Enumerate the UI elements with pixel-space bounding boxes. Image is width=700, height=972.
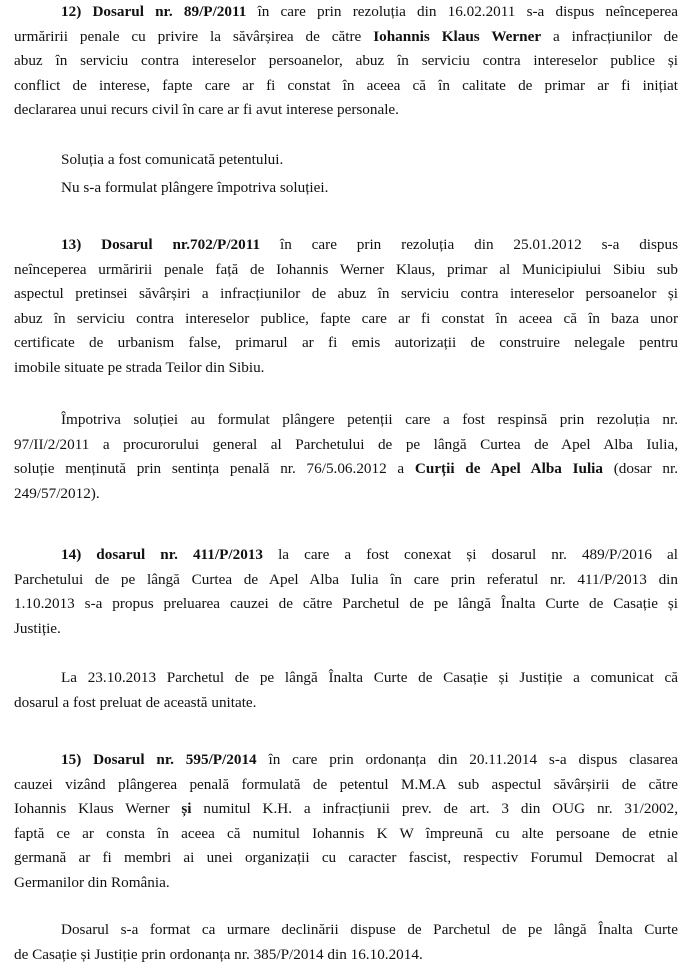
case-12-communicated [14, 148, 678, 173]
case-14-comm-1: La 23.10.2013 Parchetul de pe lângă Înalta Curte de Casație și Justiție a comunicat că [61, 669, 678, 686]
case-14-line-2: Parchetului de pe lângă Curtea de Apel Alba Iulia în care prin referatul nr. 411/P/2013 din [14, 570, 678, 588]
case-15-formed-1: Dosarul s-a format ca urmare declinării dispuse de Parchetul de pe lângă Înalta Curte [61, 921, 678, 938]
case-15-line-5: germană ar fi membri ai unei organizații cu caracter fascist, respectiv Forumul Democrat al [14, 849, 678, 867]
case-13-line-1 [14, 233, 678, 258]
case-13-line-3: aspectul pretinsei săvârșiri a infracțiunilor de abuz în serviciu contra intereselor persoanelor și [14, 285, 678, 303]
case-14-line-4: Justiție. [14, 619, 61, 637]
case-13-complaint-4: (dosar nr. [613, 460, 679, 478]
case-15-line-1 [14, 748, 678, 773]
case-15-line-6: Germanilor din România. [14, 873, 170, 891]
case-13-complaint-2: 97/II/2/2011 a procurorului general al Parchetului de pe lângă Curtea de Apel Alba Iulia, [14, 435, 678, 453]
case-13-paragraph [14, 233, 678, 381]
case-15-formed-paragraph [14, 918, 678, 967]
case-12-text-3: a infracțiunilor de [553, 27, 679, 45]
case-13-line-5: certificate de urbanism false, primarul ar fi emis autorizații de construire nelegale pentru [14, 334, 678, 352]
case-12-number: 12) Dosarul nr. 89/P/2011 [61, 3, 247, 20]
case-14-line-1 [14, 543, 678, 568]
case-12-line-5: declararea unui recurs civil în care ar fi avut interese personale. [14, 101, 399, 119]
case-12-line-3: abuz în serviciu contra intereselor persoanelor, abuz în serviciu contra intereselor publice și [14, 52, 678, 70]
case-15-line-3-rest: numitul K.H. a infracțiunii prev. de art. 3 din OUG nr. 31/2002, [203, 800, 679, 818]
case-15-line-2: cauzei vizând plângerea penală formulată de petentul M.M.A sub aspectul săvârșirii de către [14, 775, 678, 793]
case-12-communicated-text: Soluția a fost comunicată petentului. [61, 151, 284, 168]
case-12-line-2 [14, 25, 678, 50]
case-15-line-3 [14, 797, 678, 822]
case-14-comm-2: dosarul a fost preluat de această unitate. [14, 693, 257, 711]
case-15-conjunction: și [181, 800, 192, 818]
case-13-text-1: în care prin rezoluția din 25.01.2012 s-a dispus [279, 236, 679, 253]
case-12-line-4: conflict de interese, fapte care ar fi constat în aceea că în calitate de primar ar fi inițiat [14, 76, 678, 94]
case-14-paragraph [14, 543, 678, 641]
case-12-no-complaint [14, 176, 678, 201]
case-15-line-4: faptă ce ar consta în aceea că numitul Iohannis K W împreună cu alte persoane de etnie [14, 824, 678, 842]
case-14-text-1: la care a fost conexat și dosarul nr. 489/P/2016 al [278, 546, 678, 563]
case-12-paragraph [14, 0, 678, 123]
case-14-number: 14) dosarul nr. 411/P/2013 [61, 546, 263, 563]
case-12-line-1 [14, 0, 678, 25]
case-12-text-1: în care prin rezoluția din 16.02.2011 s-a dispus neînceperea [257, 3, 679, 20]
case-15-number: 15) Dosarul nr. 595/P/2014 [61, 751, 257, 768]
case-13-line-2: neînceperea urmăririi penale față de Iohannis Werner Klaus, primar al Municipiului Sibiu sub [14, 260, 678, 278]
case-13-complaint-3 [14, 457, 678, 482]
case-13-complaint-5: 249/57/2012). [14, 484, 100, 502]
case-15-formed-2: de Casație și Justiție prin ordonanța nr. 385/P/2014 din 16.10.2014. [14, 945, 423, 963]
case-15-person: Iohannis Klaus Werner [14, 800, 170, 818]
case-13-complaint-3-text: soluție menținută prin sentința penală nr. 76/5.06.2012 a [14, 460, 405, 478]
case-13-court: Curții de Apel Alba Iulia [414, 460, 603, 478]
case-13-line-4: abuz în serviciu contra intereselor publice, fapte care ar fi constat în aceea că în baza unor [14, 309, 678, 327]
case-13-complaint-1: Împotriva soluției au formulat plângere petenții care a fost respinsă prin rezoluția nr. [61, 411, 678, 428]
case-12-text-2: urmăririi penale cu privire la săvârșirea de către [14, 27, 362, 45]
case-15-paragraph [14, 748, 678, 896]
case-13-number: 13) Dosarul nr.702/P/2011 [61, 236, 261, 253]
case-15-text-1: în care prin ordonanța din 20.11.2014 s-a dispus clasarea [268, 751, 678, 768]
case-13-line-6: imobile situate pe strada Teilor din Sibiu. [14, 358, 265, 376]
case-12-person: Iohannis Klaus Werner [373, 27, 542, 45]
case-12-no-complaint-text: Nu s-a formulat plângere împotriva soluției. [61, 179, 329, 196]
case-14-communication [14, 666, 678, 715]
case-13-complaint-paragraph [14, 408, 678, 506]
case-14-line-3: 1.10.2013 s-a propus preluarea cauzei de către Parchetul de pe lângă Înalta Curte de Casație și [14, 595, 678, 613]
